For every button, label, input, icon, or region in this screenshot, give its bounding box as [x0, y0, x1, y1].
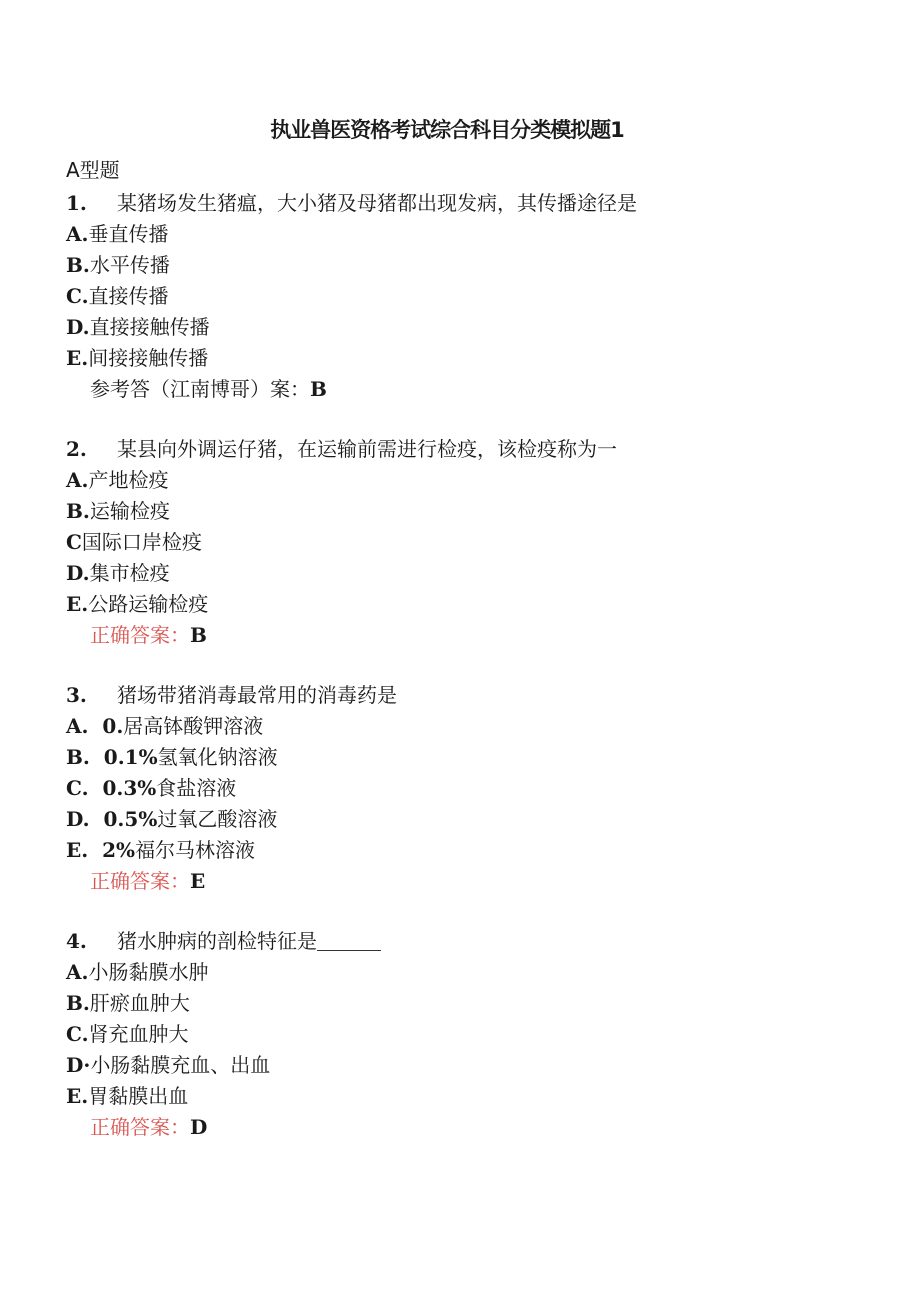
- question-number: 2.: [66, 437, 87, 461]
- option-text: 运输检疫: [89, 499, 170, 523]
- option-text: 直接接触传播: [89, 315, 210, 339]
- option-letter: D. 0.5%: [66, 807, 158, 831]
- option-text: 食盐溶液: [156, 776, 237, 800]
- question-number: 4.: [66, 929, 87, 953]
- question-text: 某猪场发生猪瘟，大小猪及母猪都出现发病，其传播途径是: [117, 191, 637, 215]
- option-letter: A. 0.: [66, 714, 124, 738]
- option-a: [66, 465, 866, 496]
- option-a: [66, 711, 866, 742]
- option-text: 肝瘀血肿大: [89, 991, 190, 1015]
- question-stem: [66, 926, 866, 957]
- answer-label: 正确答案：: [90, 1115, 190, 1139]
- option-letter: C. 0.3%: [66, 776, 157, 800]
- option-text: 间接接触传播: [88, 346, 209, 370]
- option-c: [66, 773, 866, 804]
- question-2: [66, 434, 866, 651]
- option-text: 福尔马林溶液: [135, 838, 256, 862]
- question-3: [66, 680, 866, 897]
- option-e: [66, 589, 866, 620]
- option-b: [66, 496, 866, 527]
- answer-value: E: [190, 869, 206, 893]
- option-letter: D.: [66, 561, 90, 585]
- answer-blank: [317, 930, 381, 951]
- option-text: 过氧乙酸溶液: [157, 807, 278, 831]
- option-letter: E.: [66, 1084, 89, 1108]
- option-text: 产地检疫: [88, 468, 169, 492]
- answer-label: 参考答（江南博哥）案：: [90, 377, 310, 401]
- answer-line: [66, 1112, 866, 1143]
- question-stem: [66, 434, 866, 465]
- question-stem: [66, 680, 866, 711]
- option-a: [66, 957, 866, 988]
- option-d: [66, 558, 866, 589]
- option-letter: D.: [66, 315, 90, 339]
- option-letter: A.: [66, 468, 89, 492]
- option-letter: D·: [66, 1053, 91, 1077]
- option-e: [66, 1081, 866, 1112]
- option-d: [66, 804, 866, 835]
- option-text: 水平传播: [89, 253, 170, 277]
- option-e: [66, 343, 866, 374]
- option-letter: E.: [66, 592, 89, 616]
- option-d: [66, 312, 866, 343]
- option-letter: A.: [66, 222, 89, 246]
- answer-line: [66, 374, 866, 405]
- option-c: [66, 281, 866, 312]
- answer-value: D: [190, 1115, 208, 1139]
- option-text: 小肠黏膜充血、出血: [90, 1053, 271, 1077]
- option-text: 国际口岸检疫: [81, 530, 202, 554]
- option-text: 直接传播: [88, 284, 169, 308]
- question-1: [66, 188, 866, 405]
- option-letter: E.: [66, 346, 89, 370]
- option-letter: C: [66, 530, 82, 554]
- section-title: A型题: [66, 158, 120, 182]
- option-c: [66, 527, 866, 558]
- option-text: 氢氧化钠溶液: [157, 745, 278, 769]
- option-e: [66, 835, 866, 866]
- question-number: 1.: [66, 191, 87, 215]
- option-b: [66, 742, 866, 773]
- answer-line: [66, 866, 866, 897]
- answer-line: [66, 620, 866, 651]
- question-text: 某县向外调运仔猪，在运输前需进行检疫，该检疫称为一: [117, 437, 617, 461]
- option-text: 垂直传播: [88, 222, 169, 246]
- option-letter: E. 2%: [66, 838, 136, 862]
- option-letter: B. 0.1%: [66, 745, 158, 769]
- option-letter: C.: [66, 1022, 89, 1046]
- answer-value: B: [190, 623, 207, 647]
- option-letter: B.: [66, 499, 90, 523]
- answer-label: 正确答案：: [90, 623, 190, 647]
- question-text: 猪场带猪消毒最常用的消毒药是: [117, 683, 397, 707]
- option-letter: C.: [66, 284, 89, 308]
- option-letter: B.: [66, 991, 90, 1015]
- question-4: [66, 926, 866, 1143]
- option-a: [66, 219, 866, 250]
- answer-label: 正确答案：: [90, 869, 190, 893]
- option-letter: A.: [66, 960, 89, 984]
- option-text: 居高钵酸钾溶液: [123, 714, 264, 738]
- question-stem: [66, 188, 866, 219]
- question-number: 3.: [66, 683, 87, 707]
- question-text: 猪水肿病的剖检特征是: [117, 929, 317, 953]
- option-c: [66, 1019, 866, 1050]
- document-title: 执业兽医资格考试综合科目分类模拟题1: [270, 118, 624, 142]
- option-text: 小肠黏膜水肿: [88, 960, 209, 984]
- option-b: [66, 988, 866, 1019]
- option-text: 集市检疫: [89, 561, 170, 585]
- option-text: 公路运输检疫: [88, 592, 209, 616]
- option-d: [66, 1050, 866, 1081]
- answer-value: B: [310, 377, 327, 401]
- option-text: 肾充血肿大: [88, 1022, 189, 1046]
- option-b: [66, 250, 866, 281]
- option-letter: B.: [66, 253, 90, 277]
- option-text: 胃黏膜出血: [88, 1084, 189, 1108]
